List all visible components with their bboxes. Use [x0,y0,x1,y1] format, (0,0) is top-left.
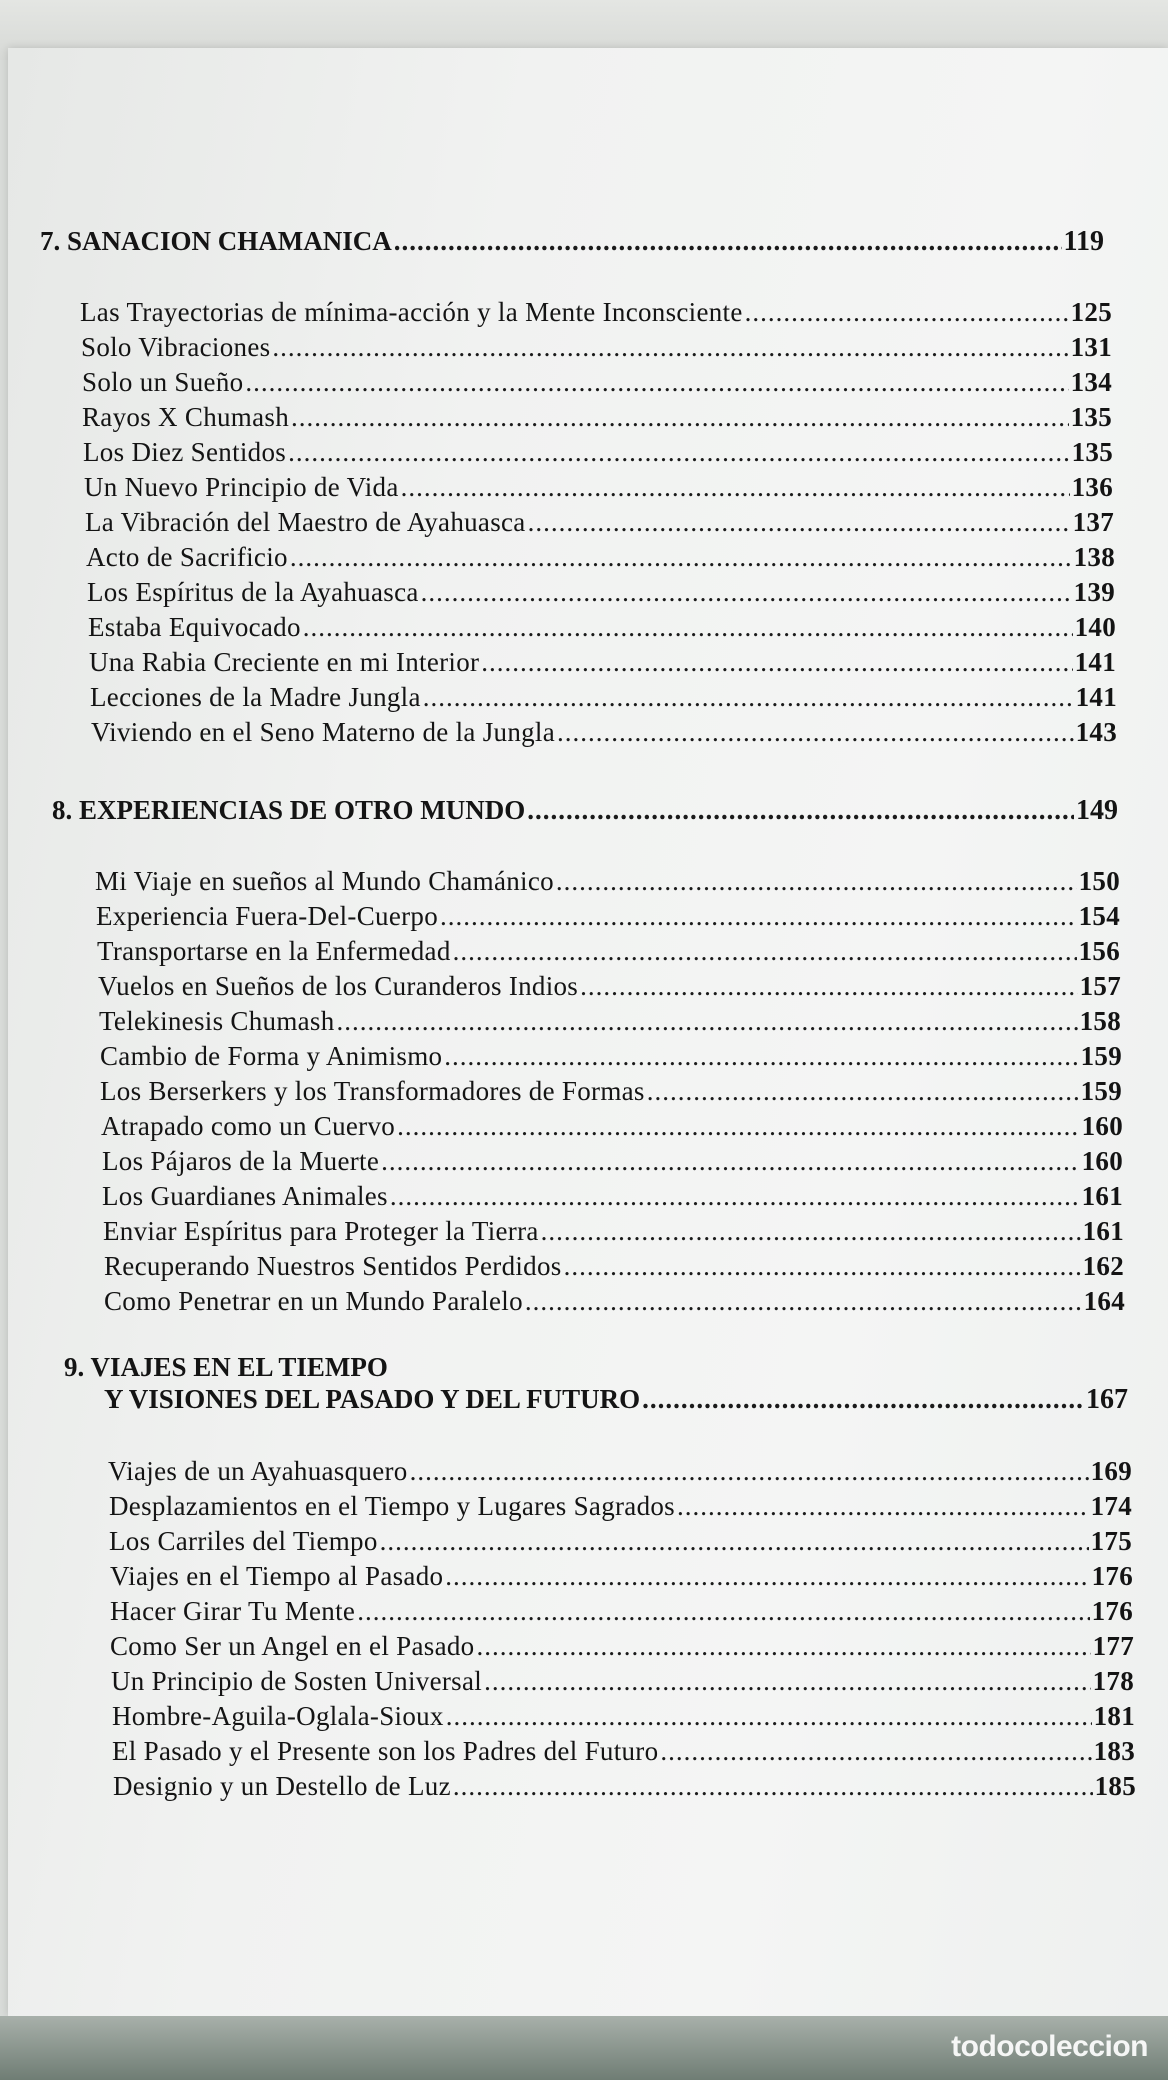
leader-dots [394,226,1062,257]
page-number: 138 [1073,542,1115,572]
entry-title: Los Berserkers y los Transformadores de Formas [100,1076,645,1106]
entry-title: Hombre-Aguila-Oglala-Sioux [112,1701,444,1731]
entry-title: Como Ser un Angel en el Pasado [110,1631,475,1661]
toc-entry [88,612,1116,643]
entry-title: Los Espíritus de la Ayahuasca [87,577,419,607]
page-number: 161 [1082,1216,1124,1246]
leader-dots [484,1666,1091,1697]
entry-title: La Vibración del Maestro de Ayahuasca [85,507,526,537]
page-number: 167 [1086,1384,1128,1415]
page-number: 183 [1093,1736,1135,1766]
leader-dots [528,507,1071,538]
entry-title: Las Trayectorias de mínima-acción y la Mente Inconsciente [80,297,743,327]
page-number: 176 [1091,1561,1133,1591]
page-number: 137 [1072,507,1114,537]
toc-entry [98,971,1121,1002]
toc-entry [101,1111,1123,1142]
entry-title: Solo un Sueño [82,367,244,397]
leader-dots [380,1526,1089,1557]
page-number: 160 [1081,1111,1123,1141]
leader-dots [272,332,1068,363]
toc-entry [95,866,1120,897]
toc-entry [100,1041,1122,1072]
entry-title: Viajes en el Tiempo al Pasado [110,1561,444,1591]
entry-title: El Pasado y el Presente son los Padres del Futuro [112,1736,659,1766]
page-number: 134 [1070,367,1112,397]
page-number: 162 [1082,1251,1124,1281]
page-number: 119 [1063,226,1104,257]
leader-dots [357,1596,1089,1627]
leader-dots [556,866,1077,897]
toc-entry [103,1216,1124,1247]
leader-dots [245,367,1068,398]
leader-dots [397,1111,1080,1142]
entry-title: Los Pájaros de la Muerte [102,1146,380,1176]
entry-title: Viajes de un Ayahuasquero [108,1456,408,1486]
page-number: 160 [1081,1146,1123,1176]
toc-entry [96,901,1120,932]
page-number: 156 [1078,936,1120,966]
toc-entry [91,717,1117,748]
entry-title: Vuelos en Sueños de los Curanderos Indios [98,971,579,1001]
toc-entry [97,936,1120,967]
entry-title: Lecciones de la Madre Jungla [90,682,421,712]
page-number: 135 [1071,437,1113,467]
leader-dots [527,795,1074,826]
toc-entry [112,1736,1135,1767]
entry-title: Solo Vibraciones [81,332,271,362]
leader-dots [421,577,1072,608]
toc-entry [100,1076,1122,1107]
page-number: 141 [1074,647,1116,677]
entry-title: Transportarse en la Enfermedad [97,936,451,966]
toc-entry [89,647,1116,678]
page-number: 178 [1092,1666,1134,1696]
toc-entry [81,332,1112,363]
chapter-9-heading-line1: 9. VIAJES EN EL TIEMPO [64,1352,388,1382]
leader-dots [453,1771,1093,1802]
entry-title: Hacer Girar Tu Mente [110,1596,356,1626]
leader-dots [677,1491,1089,1522]
toc-entry [108,1456,1132,1487]
leader-dots [525,1286,1082,1317]
toc-entry [83,437,1113,468]
entry-title: Experiencia Fuera-Del-Cuerpo [96,901,438,931]
entry-title: Los Diez Sentidos [83,437,287,467]
page-number: 125 [1070,297,1112,327]
toc-entry [113,1771,1136,1802]
entry-title: Acto de Sacrificio [86,542,288,572]
toc-entry [85,507,1114,538]
entry-title: Desplazamientos en el Tiempo y Lugares Sagrados [109,1491,675,1521]
toc-entry [90,682,1117,713]
page-number: 161 [1081,1181,1123,1211]
page-number: 175 [1090,1526,1132,1556]
entry-title: Enviar Espíritus para Proteger la Tierra [103,1216,539,1246]
entry-title: Viviendo en el Seno Materno de la Jungla [91,717,556,747]
toc-entry [86,542,1115,573]
page-number: 154 [1078,901,1120,931]
chapter-title: 7. SANACION CHAMANICA [40,226,392,256]
leader-dots [647,1076,1079,1107]
chapter-8-heading [52,795,1118,827]
page-number: 136 [1071,472,1113,502]
chapter-title: 8. EXPERIENCIAS DE OTRO MUNDO [52,795,526,825]
toc-entry [104,1251,1124,1282]
page-number: 139 [1073,577,1115,607]
toc-entry [102,1146,1123,1177]
toc-entry [110,1561,1133,1592]
leader-dots [580,971,1077,1002]
entry-title: Rayos X Chumash [82,402,289,432]
entry-title: Atrapado como un Cuervo [101,1111,396,1141]
toc-entry [109,1491,1132,1522]
page-number: 135 [1070,402,1112,432]
chapter-9-heading [104,1384,1128,1416]
page-number: 159 [1080,1076,1122,1106]
leader-dots [410,1456,1089,1487]
page-number: 149 [1076,795,1118,826]
toc-entry [110,1631,1134,1662]
toc-entry [104,1286,1125,1317]
leader-dots [440,901,1077,932]
leader-dots [290,542,1072,573]
leader-dots [390,1181,1080,1212]
page-number: 158 [1079,1006,1121,1036]
entry-title: Designio y un Destello de Luz [113,1771,451,1801]
toc-entry [84,472,1113,503]
leader-dots [288,437,1070,468]
leader-dots [446,1701,1092,1732]
page-number: 181 [1093,1701,1135,1731]
entry-title: Los Carriles del Tiempo [109,1526,378,1556]
entry-title: Un Nuevo Principio de Vida [84,472,399,502]
page-number: 174 [1090,1491,1132,1521]
page-number: 176 [1091,1596,1133,1626]
entry-title: Los Guardianes Animales [102,1181,388,1211]
leader-dots [564,1251,1081,1282]
toc-entry [87,577,1115,608]
leader-dots [401,472,1070,503]
page-number: 140 [1074,612,1116,642]
toc-entry [80,297,1112,328]
entry-title: Un Principio de Sosten Universal [111,1666,483,1696]
leader-dots [481,647,1072,678]
entry-title: Una Rabia Creciente en mi Interior [89,647,480,677]
leader-dots [476,1631,1090,1662]
page-number: 157 [1079,971,1121,1001]
entry-title: Recuperando Nuestros Sentidos Perdidos [104,1251,562,1281]
page-number: 150 [1078,866,1120,896]
entry-title: Cambio de Forma y Animismo [100,1041,443,1071]
page-number: 169 [1090,1456,1132,1486]
entry-title: Mi Viaje en sueños al Mundo Chamánico [95,866,554,896]
toc-entry [111,1666,1134,1697]
leader-dots [745,297,1069,328]
toc-entry [102,1181,1123,1212]
leader-dots [557,717,1074,748]
leader-dots [423,682,1074,713]
leader-dots [445,1561,1089,1592]
toc-entry [99,1006,1121,1037]
watermark-logo: todocoleccion [951,2030,1148,2063]
chapter-title: Y VISIONES DEL PASADO Y DEL FUTURO [104,1384,641,1414]
entry-title: Como Penetrar en un Mundo Paralelo [104,1286,523,1316]
leader-dots [291,402,1069,433]
page-number: 131 [1070,332,1112,362]
toc-entry [82,367,1112,398]
toc-entry [112,1701,1135,1732]
page-number: 164 [1083,1286,1125,1316]
entry-title: Estaba Equivocado [88,612,301,642]
chapter-7-heading [40,226,1104,258]
toc-entry [110,1596,1133,1627]
leader-dots [303,612,1073,643]
leader-dots [381,1146,1079,1177]
entry-title: Telekinesis Chumash [99,1006,335,1036]
leader-dots [642,1384,1084,1415]
leader-dots [541,1216,1081,1247]
page-number: 141 [1075,682,1117,712]
toc-entry [109,1526,1132,1557]
page-number: 177 [1092,1631,1134,1661]
leader-dots [660,1736,1091,1767]
page-number: 185 [1094,1771,1136,1801]
leader-dots [444,1041,1078,1072]
leader-dots [337,1006,1078,1037]
page-number: 143 [1075,717,1117,747]
page-number: 159 [1080,1041,1122,1071]
toc-entry [82,402,1112,433]
leader-dots [453,936,1077,967]
